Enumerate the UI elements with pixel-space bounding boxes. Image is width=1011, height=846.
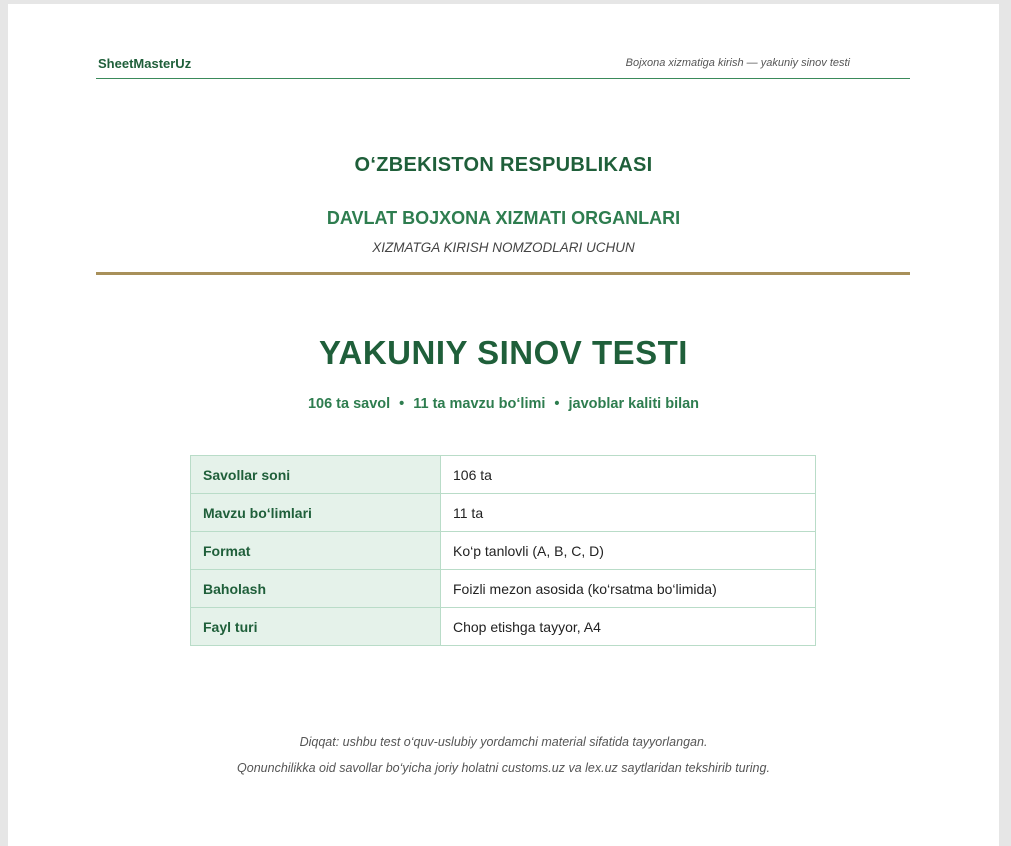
table-row — [191, 494, 816, 532]
audience-subtitle: XIZMATGA KIRISH NOMZODLARI UCHUN — [372, 240, 635, 255]
table-value-cell: Ko‘p tanlovli (A, B, C, D) — [441, 532, 816, 570]
table-key-cell: Mavzu bo‘limlari — [191, 494, 441, 532]
disclaimer-note: Diqqat: ushbu test o‘quv-uslubiy yordamchi material sifatida tayyorlangan. — [299, 735, 708, 749]
header-doc-title: Bojxona xizmatiga kirish — yakuniy sinov testi — [625, 57, 850, 69]
table-row — [191, 608, 816, 646]
table-key-cell: Baholash — [191, 570, 441, 608]
table-key-cell: Savollar soni — [191, 456, 441, 494]
table-value-cell: Foizli mezon asosida (ko‘rsatma bo‘limida) — [441, 570, 816, 608]
meta-question-count: 106 ta savol — [307, 396, 391, 412]
page-title: YAKUNIY SINOV TESTI — [319, 334, 688, 371]
table-key-cell: Format — [191, 532, 441, 570]
table-row — [191, 570, 816, 608]
document-page — [8, 4, 999, 846]
table-value-cell: 11 ta — [441, 494, 816, 532]
table-row — [191, 532, 816, 570]
table-row — [191, 456, 816, 494]
header-brand: SheetMasterUz — [98, 56, 192, 71]
table-value-cell: Chop etishga tayyor, A4 — [441, 608, 816, 646]
verification-note: Qonunchilikka oid savollar bo‘yicha joriy holatni customs.uz va lex.uz saytlaridan tekshirib turing. — [237, 761, 770, 775]
meta-answer-key: javoblar kaliti bilan — [568, 396, 700, 412]
table-value-cell: 106 ta — [441, 456, 816, 494]
header-divider — [96, 78, 910, 79]
republic-heading: O‘ZBEKISTON RESPUBLIKASI — [354, 154, 653, 176]
meta-line — [8, 396, 999, 412]
meta-section-count: 11 ta mavzu bo‘limi — [413, 396, 546, 412]
gold-divider — [96, 272, 910, 275]
table-key-cell: Fayl turi — [191, 608, 441, 646]
meta-separator: • — [554, 396, 560, 412]
organization-heading: DAVLAT BOJXONA XIZMATI ORGANLARI — [326, 208, 681, 228]
info-table — [190, 455, 816, 646]
meta-separator: • — [399, 396, 405, 412]
